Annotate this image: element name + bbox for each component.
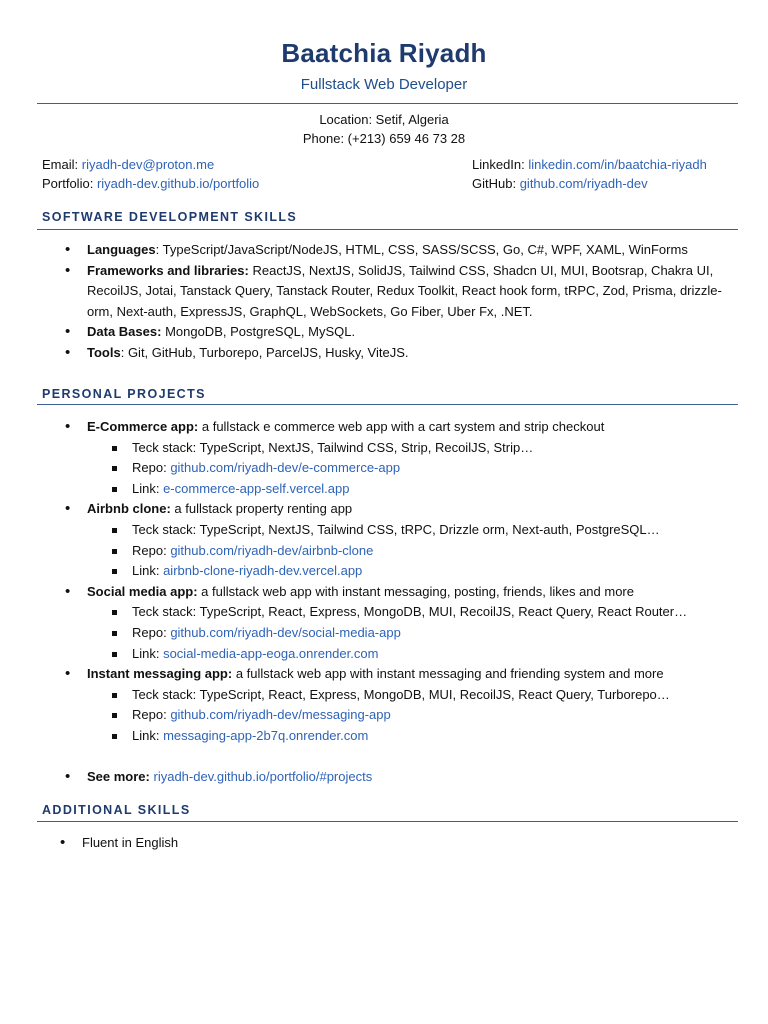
location-line: Location: Setif, Algeria [319, 112, 449, 127]
project-description: a fullstack web app with instant messaging, posting, friends, likes and more [197, 583, 634, 599]
project-description: a fullstack e commerce web app with a cart system and strip checkout [198, 419, 605, 434]
see-more-item [63, 767, 738, 788]
live-link[interactable]: airbnb-clone-riyadh-dev.vercel.app [163, 563, 363, 579]
skill-separator: : [155, 242, 163, 257]
project-item [63, 664, 738, 746]
live-link[interactable]: e-commerce-app-self.vercel.app [163, 480, 350, 496]
project-details [87, 520, 738, 582]
project-name: Airbnb clone: [87, 501, 171, 517]
github-link[interactable]: github.com/riyadh-dev [519, 176, 648, 191]
skill-item-tools [63, 343, 733, 364]
project-repo [87, 458, 738, 479]
additional-skills-heading: ADDITIONAL SKILLS [42, 803, 191, 817]
linkedin-link[interactable]: linkedin.com/in/baatchia-riyadh [528, 157, 707, 172]
repo-label: Repo: [132, 460, 171, 476]
repo-label: Repo: [132, 542, 171, 558]
live-link[interactable]: messaging-app-2b7q.onrender.com [163, 727, 369, 743]
project-item [63, 499, 738, 581]
project-link [87, 479, 738, 500]
repo-link[interactable]: github.com/riyadh-dev/e-commerce-app [170, 460, 401, 476]
skill-label: Languages [87, 242, 156, 257]
project-name: E-Commerce app: [87, 419, 199, 434]
skill-separator: : [120, 344, 128, 360]
repo-link[interactable]: github.com/riyadh-dev/social-media-app [170, 624, 401, 640]
resume-title: Fullstack Web Developer [300, 76, 468, 93]
project-repo [87, 541, 738, 562]
project-name: Social media app: [87, 583, 198, 599]
live-link[interactable]: social-media-app-eoga.onrender.com [163, 645, 379, 661]
additional-skill-item: • Fluent in English [58, 833, 728, 854]
skill-item-frameworks [63, 261, 733, 323]
project-description: a fullstack web app with instant messaging and friending system and more [232, 666, 664, 682]
project-link [87, 561, 738, 582]
portfolio-link[interactable]: riyadh-dev.github.io/portfolio [96, 176, 260, 191]
see-more-label: See more: [87, 768, 150, 784]
skills-heading: SOFTWARE DEVELOPMENT SKILLS [42, 210, 298, 224]
project-link [87, 644, 738, 665]
project-details [87, 685, 738, 747]
projects-list [63, 417, 738, 787]
project-item [63, 417, 738, 499]
email-label: Email: [42, 157, 79, 172]
repo-label: Repo: [132, 624, 171, 640]
portfolio-label: Portfolio: [42, 176, 94, 191]
project-stack: Teck stack: TypeScript, React, Express, MongoDB, MUI, RecoilJS, React Query, Turborepo… [87, 685, 738, 706]
skill-label: Tools [87, 344, 121, 360]
phone-line: Phone: (+213) 659 46 73 28 [302, 131, 466, 146]
github-contact [472, 176, 648, 191]
repo-label: Repo: [132, 707, 171, 723]
projects-heading: PERSONAL PROJECTS [42, 387, 206, 401]
project-repo [87, 623, 738, 644]
repo-link[interactable]: github.com/riyadh-dev/messaging-app [170, 707, 391, 723]
resume-name: Baatchia Riyadh [281, 38, 487, 68]
project-stack: Teck stack: TypeScript, NextJS, Tailwind CSS, Strip, RecoilJS, Strip… [87, 438, 738, 459]
project-item [63, 582, 738, 664]
link-label: Link: [132, 480, 164, 496]
skills-list [63, 240, 733, 364]
additional-skills-list [58, 833, 728, 854]
header-divider [37, 103, 738, 104]
repo-link[interactable]: github.com/riyadh-dev/airbnb-clone [170, 542, 374, 558]
github-label: GitHub: [472, 176, 517, 191]
skill-item-databases [63, 322, 733, 343]
portfolio-contact [42, 176, 259, 191]
email-link[interactable]: riyadh-dev@proton.me [81, 157, 215, 172]
project-link [87, 726, 738, 747]
skill-text: Git, GitHub, Turborepo, ParcelJS, Husky, ViteJS. [127, 344, 409, 360]
see-more-link[interactable]: riyadh-dev.github.io/portfolio/#projects [153, 768, 373, 784]
skill-text: TypeScript/JavaScript/NodeJS, HTML, CSS, SASS/SCSS, Go, C#, WPF, XAML, WinForms [162, 242, 688, 257]
project-details [87, 602, 738, 664]
linkedin-label: LinkedIn: [472, 157, 525, 172]
project-details [87, 438, 738, 500]
project-stack: Teck stack: TypeScript, NextJS, Tailwind CSS, tRPC, Drizzle orm, Next-auth, PostgreSQL… [87, 520, 738, 541]
skill-label: Frameworks and libraries: [87, 262, 249, 278]
link-label: Link: [132, 563, 164, 579]
project-repo [87, 705, 738, 726]
project-description: a fullstack property renting app [170, 501, 353, 517]
skill-text: MongoDB, PostgreSQL, MySQL. [165, 324, 356, 340]
email-contact [42, 157, 214, 172]
project-name: Instant messaging app: [87, 666, 233, 682]
linkedin-contact [472, 157, 707, 172]
link-label: Link: [132, 645, 164, 661]
link-label: Link: [132, 727, 164, 743]
additional-skills-divider [37, 821, 738, 822]
project-stack: Teck stack: TypeScript, React, Express, MongoDB, MUI, RecoilJS, React Query, React Router… [87, 602, 738, 623]
skill-text: ReactJS, NextJS, SolidJS, Tailwind CSS, Shadcn UI, MUI, Bootsrap, Chakra UI, RecoilJS, Jotai, Tanstack Query, Tanstack Router, Redux Toolkit, React hook form, tRPC, Zod, Prisma, drizzle-orm, Next-auth, ExpressJS, GraphQL, WebSockets, Go Fiber, Uber Fx, .NET. [87, 262, 722, 319]
skill-label: Data Bases: [87, 324, 162, 340]
skill-item-languages [63, 240, 733, 261]
skills-divider [37, 229, 738, 230]
projects-divider [37, 404, 738, 405]
